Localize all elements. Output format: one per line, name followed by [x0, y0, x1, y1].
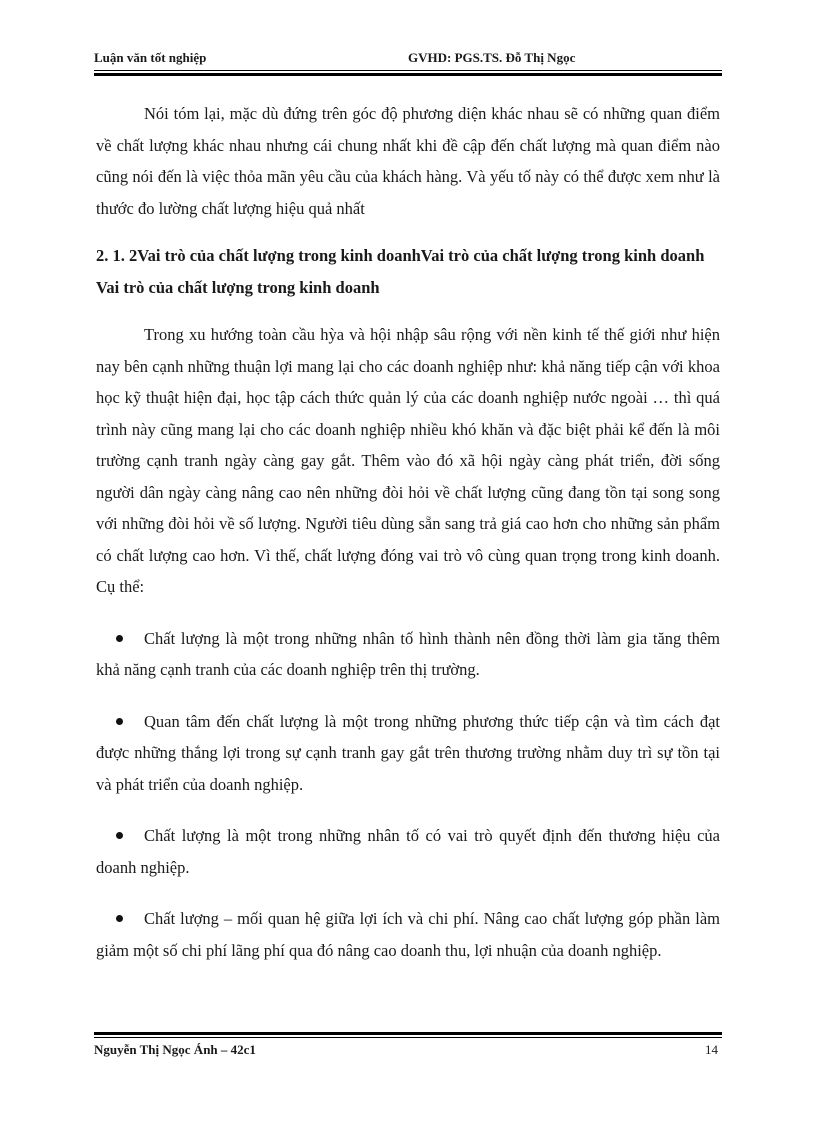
header-supervisor: GVHD: PGS.TS. Đỗ Thị Ngọc [408, 50, 576, 65]
bullet-text: Chất lượng là một trong những nhân tố có vai trò quyết định đến thương hiệu của doanh nghiệp. [96, 826, 720, 877]
bullet-item [96, 623, 720, 686]
footer-rule-thin [94, 1037, 722, 1038]
bullet-text: Chất lượng – mối quan hệ giữa lợi ích và chi phí. Nâng cao chất lượng góp phần làm giảm một số chi phí lãng phí qua đó nâng cao doanh thu, lợi nhuận của doanh nghiệp. [96, 909, 720, 960]
header-thesis-title: Luận văn tốt nghiệp [94, 50, 207, 65]
section-heading: 2. 1. 2Vai trò của chất lượng trong kinh doanhVai trò của chất lượng trong kinh doanh Vai trò của chất lượng trong kinh doanh [96, 246, 705, 297]
footer-rule-thick [94, 1032, 722, 1035]
page-header [94, 50, 722, 70]
bullet-dot-icon [116, 832, 123, 839]
bullet-dot-icon [116, 915, 123, 922]
bullet-item [96, 903, 720, 966]
bullet-text: Quan tâm đến chất lượng là một trong những phương thức tiếp cận và tìm cách đạt được những thắng lợi trong sự cạnh tranh gay gắt trên thương trường nhằm duy trì sự tồn tại và phát triển của doanh nghiệp. [96, 711, 720, 794]
header-rule-thick [94, 73, 722, 76]
page-body [96, 98, 720, 966]
page-number: 14 [705, 1042, 718, 1057]
role-paragraph: Trong xu hướng toàn cầu hỳa và hội nhập sâu rộng với nền kinh tế thế giới như hiện nay bên cạnh những thuận lợi mang lại cho các doanh nghiệp như: khả năng tiếp cận với khoa học kỹ thuật hiện đại, học tập cách thức quản lý của các doanh nghiệp nước ngoài … thì quá trình này cũng mang lại cho các doanh nghiệp nhiều khó khăn và đặc biệt phải kể đến là môi trường cạnh tranh ngày càng gay gắt. Thêm vào đó xã hội ngày càng phát triển, đời sống người dân ngày càng nâng cao nên những đòi hỏi về chất lượng cũng đang tồn tại song song với những đòi hỏi về số lượng. Người tiêu dùng sẵn sang trả giá cao hơn cho những sản phẩm có chất lượng cao hơn. Vì thế, chất lượng đóng vai trò vô cùng quan trọng trong kinh doanh. Cụ thể: [96, 325, 720, 596]
footer-author: Nguyễn Thị Ngọc Ánh – 42c1 [94, 1042, 256, 1057]
bullet-item [96, 706, 720, 801]
header-rule-thin [94, 70, 722, 71]
bullet-text: Chất lượng là một trong những nhân tố hình thành nên đồng thời làm gia tăng thêm khả năng cạnh tranh của các doanh nghiệp trên thị trường. [96, 628, 720, 679]
summary-paragraph: Nói tóm lại, mặc dù đứng trên góc độ phương diện khác nhau sẽ có những quan điểm về chất lượng khác nhau nhưng cái chung nhất khi đề cập đến chất lượng mà quan điểm nào cũng nói đến là việc thỏa mãn yêu cầu của khách hàng. Và yếu tố này có thể được xem như là thước đo lường chất lượng hiệu quả nhất [96, 104, 720, 218]
bullet-dot-icon [116, 635, 123, 642]
bullet-dot-icon [116, 718, 123, 725]
page-footer [94, 1042, 722, 1062]
bullet-item [96, 820, 720, 883]
